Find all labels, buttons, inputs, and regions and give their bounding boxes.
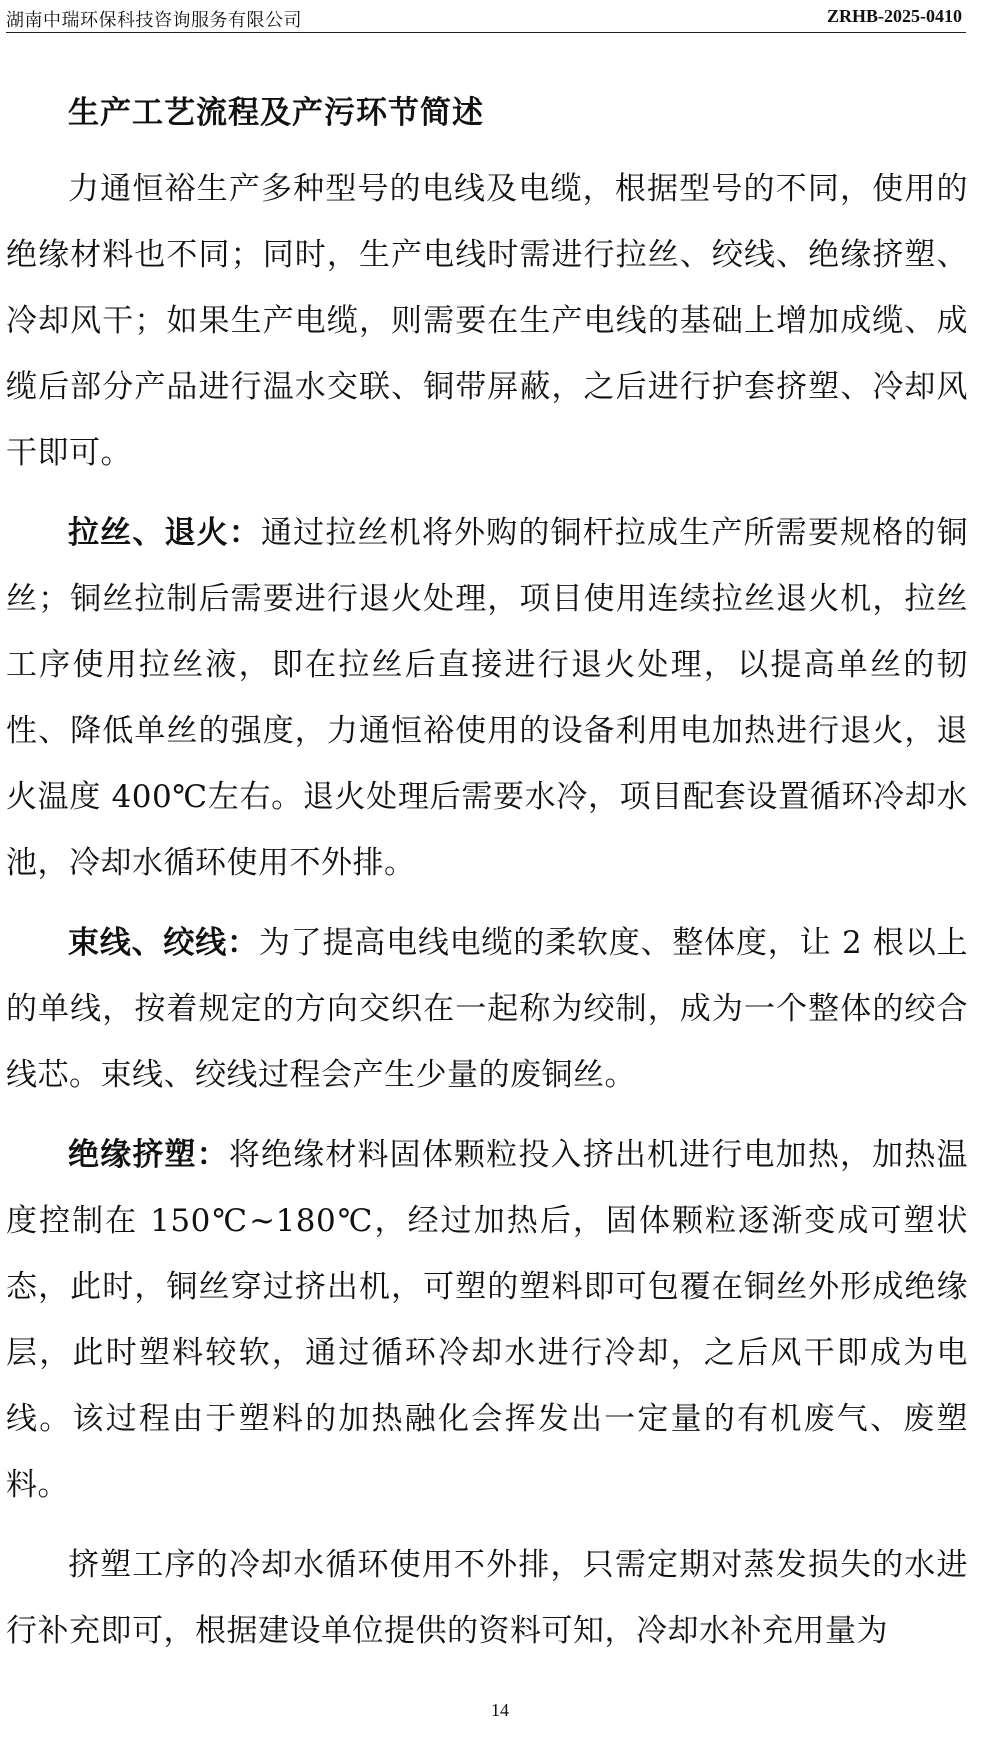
paragraph-lead: 拉丝、退火： — [68, 515, 261, 551]
paragraph-text: 将绝缘材料固体颗粒投入挤出机进行电加热，加热温度控制在 150℃~180℃，经过加热后，固体颗粒逐渐变成可塑状态，此时，铜丝穿过挤出机，可塑的塑料即可包覆在铜丝外形成绝缘层，此时塑料较软，通过循环冷却水进行冷却，之后风干即成为电线。该过程由于塑料的加热融化会挥发出一定量的有机废气、废塑料。 — [6, 1137, 969, 1503]
paragraph-lead: 束线、绞线： — [68, 925, 259, 961]
paragraph-drawing-annealing — [6, 500, 968, 896]
header-document-code: ZRHB-2025-0410 — [827, 6, 962, 26]
page-number: 14 — [491, 1700, 509, 1720]
paragraph-lead: 绝缘挤塑： — [68, 1137, 229, 1173]
paragraph-bunching-stranding — [6, 910, 968, 1108]
paragraph-text: 为了提高电线电缆的柔软度、整体度，让 2 根以上的单线，按着规定的方向交织在一起称为绞制，成为一个整体的绞合线芯。束线、绞线过程会产生少量的废铜丝。 — [6, 925, 969, 1093]
paragraph-cooling-water — [6, 1532, 968, 1664]
paragraph-text: 力通恒裕生产多种型号的电线及电缆，根据型号的不同，使用的绝缘材料也不同；同时，生产电线时需进行拉丝、绞线、绝缘挤塑、冷却风干；如果生产电缆，则需要在生产电线的基础上增加成缆、成缆后部分产品进行温水交联、铜带屏蔽，之后进行护套挤塑、冷却风干即可。 — [6, 171, 968, 471]
document-body — [6, 84, 968, 1678]
paragraph-overview — [6, 156, 968, 486]
paragraph-text: 挤塑工序的冷却水循环使用不外排，只需定期对蒸发损失的水进行补充即可，根据建设单位提供的资料可知，冷却水补充用量为 — [6, 1547, 968, 1649]
page-header — [6, 4, 966, 33]
section-title: 生产工艺流程及产污环节简述 — [68, 95, 484, 131]
header-company-name: 湖南中瑞环保科技咨询服务有限公司 — [6, 10, 302, 31]
paragraph-insulation-extrusion — [6, 1122, 968, 1518]
paragraph-text: 通过拉丝机将外购的铜杆拉成生产所需要规格的铜丝；铜丝拉制后需要进行退火处理，项目使用连续拉丝退火机，拉丝工序使用拉丝液，即在拉丝后直接进行退火处理，以提高单丝的韧性、降低单丝的强度，力通恒裕使用的设备利用电加热进行退火，退火温度 400℃左右。退火处理后需要水冷，项目配套设置循环冷却水池，冷却水循环使用不外排。 — [6, 515, 968, 881]
